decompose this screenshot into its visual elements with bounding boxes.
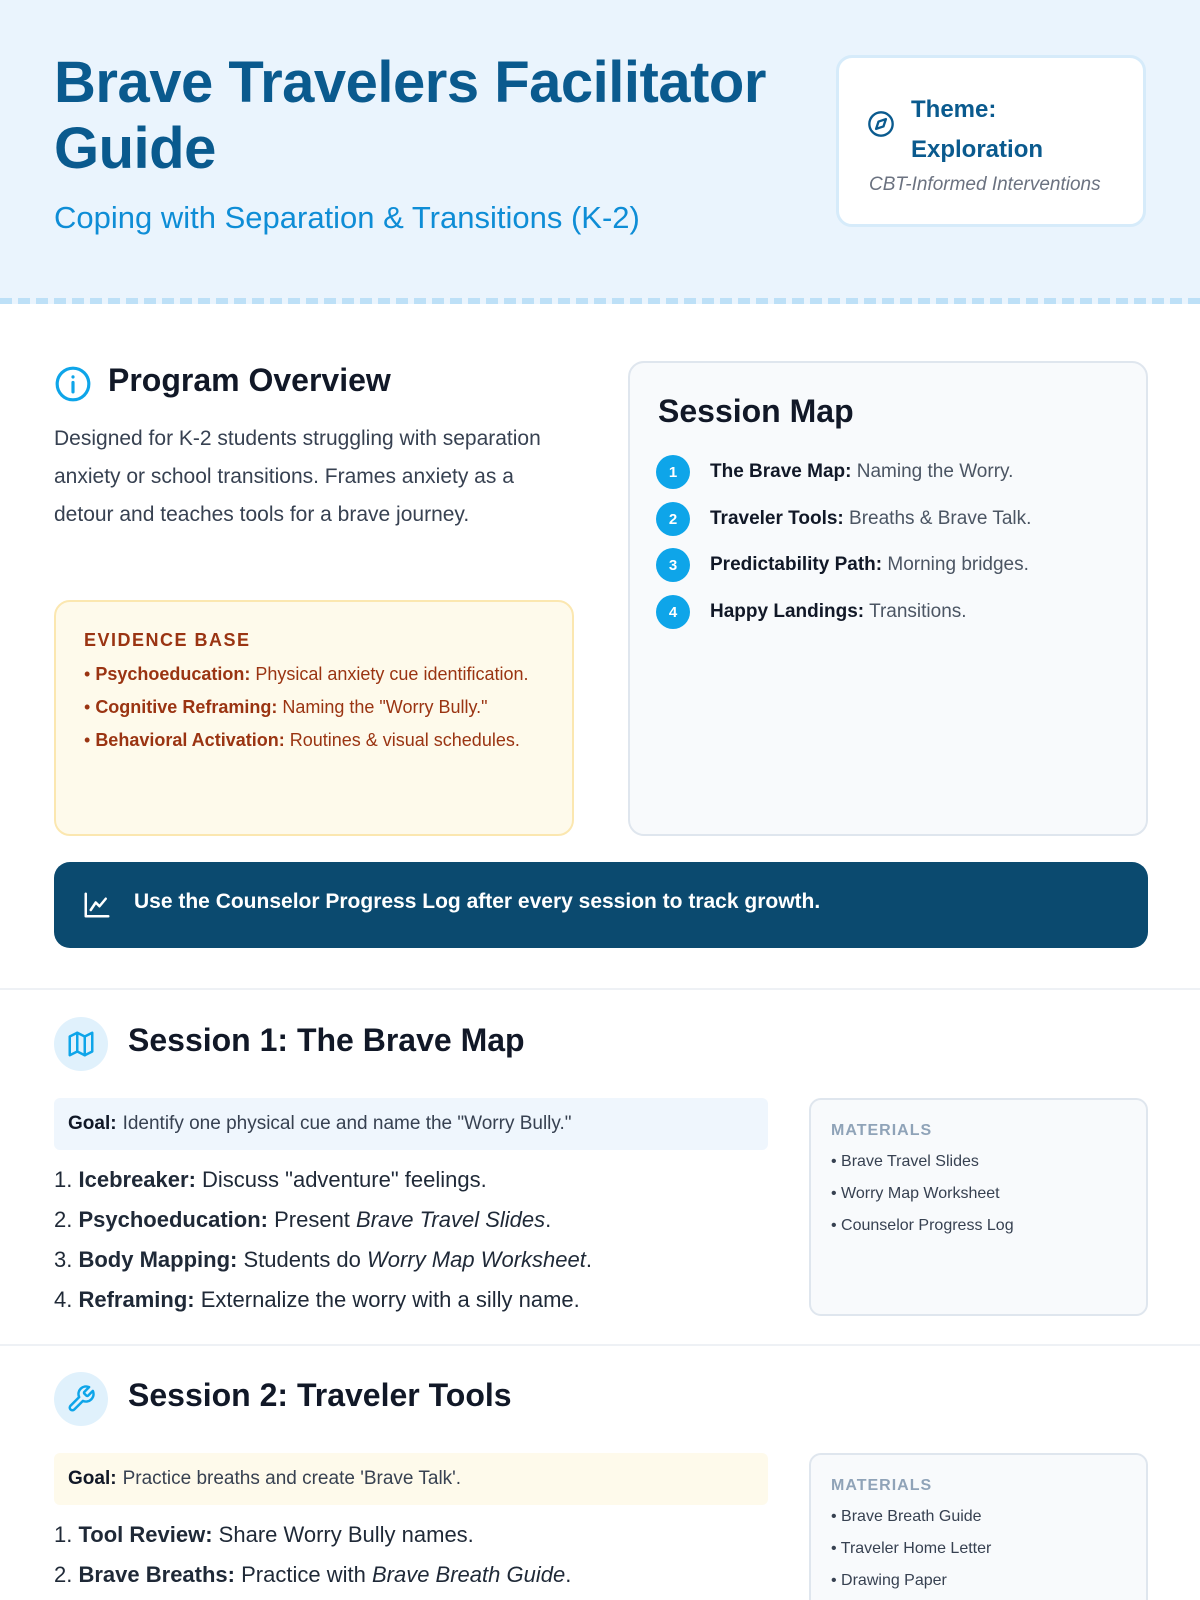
evidence-item-text: Naming the "Worry Bully." [282, 697, 488, 717]
overview-body: Designed for K-2 students struggling with separation anxiety or school transitions. Frames anxiety as a detour and teaches tools for a brave journey. [54, 427, 541, 526]
session-title: Session 1: The Brave Map [128, 1022, 525, 1058]
session-steps [54, 1515, 774, 1595]
session-number-badge: 1 [656, 455, 690, 489]
evidence-title: EVIDENCE BASE [84, 630, 251, 650]
evidence-item-text: Physical anxiety cue identification. [255, 664, 529, 684]
session-map-item [656, 455, 1013, 489]
compass-icon [867, 110, 895, 138]
session-map-label: Predictability Path: [710, 554, 883, 575]
materials-card [809, 1453, 1148, 1600]
chart-line-icon [82, 890, 112, 920]
session-map-item [656, 548, 1029, 582]
session-icon-badge [54, 1372, 108, 1426]
step-item: 4. Reframing: Externalize the worry with a silly name. [54, 1287, 580, 1312]
wrench-icon [66, 1384, 96, 1414]
progress-log-banner [54, 862, 1148, 948]
material-item: • Brave Breath Guide [831, 1508, 982, 1525]
session-map-item [656, 502, 1031, 536]
info-icon [54, 365, 92, 403]
page-title: Brave Travelers Facilitator Guide [54, 50, 766, 181]
material-item: • Brave Travel Slides [831, 1153, 979, 1170]
session-map-item [656, 595, 967, 629]
step-item: 1. Tool Review: Share Worry Bully names. [54, 1522, 474, 1547]
session-map-label: Traveler Tools: [710, 508, 844, 529]
session-map-text: Morning bridges. [887, 554, 1029, 575]
step-item: 3. Body Mapping: Students do Worry Map Worksheet. [54, 1247, 592, 1272]
evidence-item-label: Psychoeducation: [95, 664, 251, 684]
session-map-text: Transitions. [869, 601, 967, 622]
evidence-base-card [54, 600, 574, 836]
evidence-item: • Psychoeducation: Physical anxiety cue identification. [84, 664, 529, 684]
overview-title: Program Overview [108, 362, 391, 398]
map-icon [66, 1029, 96, 1059]
banner-text: Use the Counselor Progress Log after every session to track growth. [134, 890, 821, 913]
header [0, 0, 1200, 304]
session-map-text: Breaths & Brave Talk. [849, 508, 1032, 529]
material-item: • Drawing Paper [831, 1572, 947, 1589]
session-number-badge: 2 [656, 502, 690, 536]
step-item: 1. Icebreaker: Discuss "adventure" feelings. [54, 1167, 487, 1192]
step-item: 2. Brave Breaths: Practice with Brave Breath Guide. [54, 1562, 572, 1587]
section-divider [0, 988, 1200, 990]
session-map-card [628, 361, 1148, 836]
materials-title: MATERIALS [831, 1122, 933, 1139]
session-steps [54, 1160, 774, 1320]
goal-text: Practice breaths and create 'Brave Talk'. [122, 1468, 462, 1489]
material-item: • Worry Map Worksheet [831, 1185, 1000, 1202]
session-goal [54, 1453, 768, 1505]
goal-label: Goal: [68, 1113, 117, 1134]
session-map-label: Happy Landings: [710, 601, 865, 622]
session-number-badge: 4 [656, 595, 690, 629]
materials-title: MATERIALS [831, 1477, 933, 1494]
step-item: 2. Psychoeducation: Present Brave Travel Slides. [54, 1207, 552, 1232]
theme-label: Theme: Exploration [911, 96, 1044, 163]
evidence-item: • Behavioral Activation: Routines & visual schedules. [84, 730, 520, 750]
goal-label: Goal: [68, 1468, 117, 1489]
page-subtitle: Coping with Separation & Transitions (K-2) [54, 200, 640, 235]
theme-card [836, 55, 1146, 227]
evidence-item: • Cognitive Reframing: Naming the "Worry Bully." [84, 697, 488, 717]
goal-text: Identify one physical cue and name the "Worry Bully." [122, 1113, 572, 1134]
material-item: • Traveler Home Letter [831, 1540, 992, 1557]
session-map-title: Session Map [658, 393, 854, 429]
evidence-item-label: Cognitive Reframing: [95, 697, 278, 717]
evidence-item-text: Routines & visual schedules. [289, 730, 520, 750]
theme-subtitle: CBT-Informed Interventions [869, 174, 1101, 195]
session-goal [54, 1098, 768, 1150]
session-title: Session 2: Traveler Tools [128, 1377, 512, 1413]
session-map-text: Naming the Worry. [856, 461, 1014, 482]
session-number-badge: 3 [656, 548, 690, 582]
session-icon-badge [54, 1017, 108, 1071]
evidence-item-label: Behavioral Activation: [95, 730, 285, 750]
session-map-label: The Brave Map: [710, 461, 852, 482]
materials-card [809, 1098, 1148, 1316]
material-item: • Counselor Progress Log [831, 1217, 1014, 1234]
section-divider [0, 1344, 1200, 1346]
